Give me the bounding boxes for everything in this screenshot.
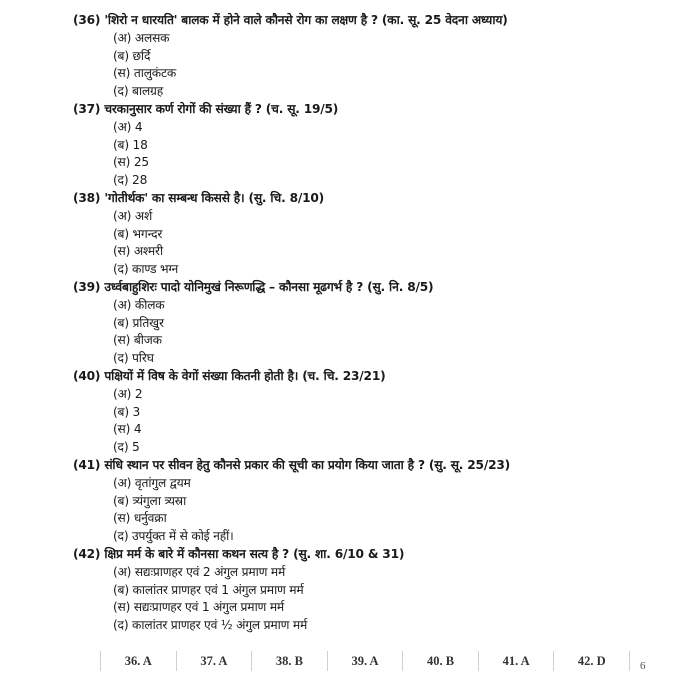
question-40 — [73, 368, 385, 457]
question-stem: (41) संधि स्थान पर सीवन हेतु कौनसे प्रकार की सूची का प्रयोग किया जाता है ? (सु. सू. 25/23) — [73, 458, 511, 472]
question-37 — [73, 101, 338, 190]
question-stem: (37) चरकानुसार कर्ण रोगों की संख्या हैं ? (च. सू. 19/5) — [73, 102, 339, 116]
question-stem: (36) 'शिरो न धारयति' बालक में होने वाले कौनसे रोग का लक्षण है ? (का. सू. 25 वेदना अध्याय) — [73, 13, 508, 27]
option-d: (द) काण्ड भग्न — [113, 262, 179, 277]
option-a: (अ) 2 — [113, 386, 143, 401]
option-b: (ब) 18 — [113, 137, 148, 152]
option-c: (स) अश्मरी — [113, 244, 163, 259]
option-b: (ब) 3 — [113, 404, 141, 419]
option-d: (द) कालांतर प्राणहर एवं ½ अंगुल प्रमाण मर्म — [113, 618, 308, 633]
option-d: (द) उपर्युक्त में से कोई नहीं। — [113, 529, 234, 544]
question-42 — [73, 546, 404, 635]
option-b: (ब) भगन्दर — [113, 226, 163, 241]
answer-42: 42. D — [553, 651, 630, 671]
answer-36: 36. A — [100, 651, 176, 671]
option-c: (स) तालुकंटक — [113, 66, 177, 81]
page-number: 6 — [640, 660, 646, 672]
option-b: (ब) कालांतर प्राणहर एवं 1 अंगुल प्रमाण मर्म — [113, 582, 304, 597]
option-d: (द) 28 — [113, 173, 148, 188]
option-a: (अ) सद्यःप्राणहर एवं 2 अंगुल प्रमाण मर्म — [113, 564, 286, 579]
question-stem: (38) 'गोतीर्थक' का सम्बन्ध किससे है। (सु. चि. 8/10) — [73, 191, 325, 205]
question-stem: (40) पक्षियों में विष के वेगों संख्या कितनी होती है। (च. चि. 23/21) — [73, 369, 386, 383]
option-a: (अ) 4 — [113, 119, 143, 134]
option-a: (अ) अलसक — [113, 30, 170, 45]
option-c: (स) 4 — [113, 422, 142, 437]
answer-key — [100, 651, 630, 671]
question-39 — [73, 279, 433, 368]
question-41 — [73, 457, 510, 546]
option-c: (स) धर्नुवक्रा — [113, 511, 167, 526]
answer-40: 40. B — [402, 651, 478, 671]
option-d: (द) बालग्रह — [113, 84, 163, 99]
option-d: (द) परिघ — [113, 351, 154, 366]
option-c: (स) 25 — [113, 155, 149, 170]
option-b: (ब) त्र्यंगुला त्र्यस्रा — [113, 493, 187, 508]
option-a: (अ) कीलक — [113, 297, 165, 312]
option-a: (अ) अर्श — [113, 208, 153, 223]
question-38 — [73, 190, 324, 279]
answer-41: 41. A — [478, 651, 554, 671]
option-d: (द) 5 — [113, 440, 140, 455]
answer-37: 37. A — [176, 651, 252, 671]
option-b: (ब) छर्दि — [113, 48, 151, 63]
option-b: (ब) प्रतिखुर — [113, 315, 164, 330]
option-c: (स) सद्यःप्राणहर एवं 1 अंगुल प्रमाण मर्म — [113, 600, 285, 615]
answer-39: 39. A — [327, 651, 403, 671]
answer-38: 38. B — [251, 651, 327, 671]
option-a: (अ) वृतांगुल द्वयम — [113, 475, 191, 490]
question-stem: (39) उर्ध्वबाहुशिरः पादो योनिमुखं निरूणद्धि – कौनसा मूढगर्भ है ? (सु. नि. 8/5) — [73, 280, 434, 294]
question-stem: (42) क्षिप्र मर्म के बारे में कौनसा कथन सत्य है ? (सु. शा. 6/10 & 31) — [73, 547, 405, 561]
question-36 — [73, 12, 508, 101]
option-c: (स) बीजक — [113, 333, 162, 348]
